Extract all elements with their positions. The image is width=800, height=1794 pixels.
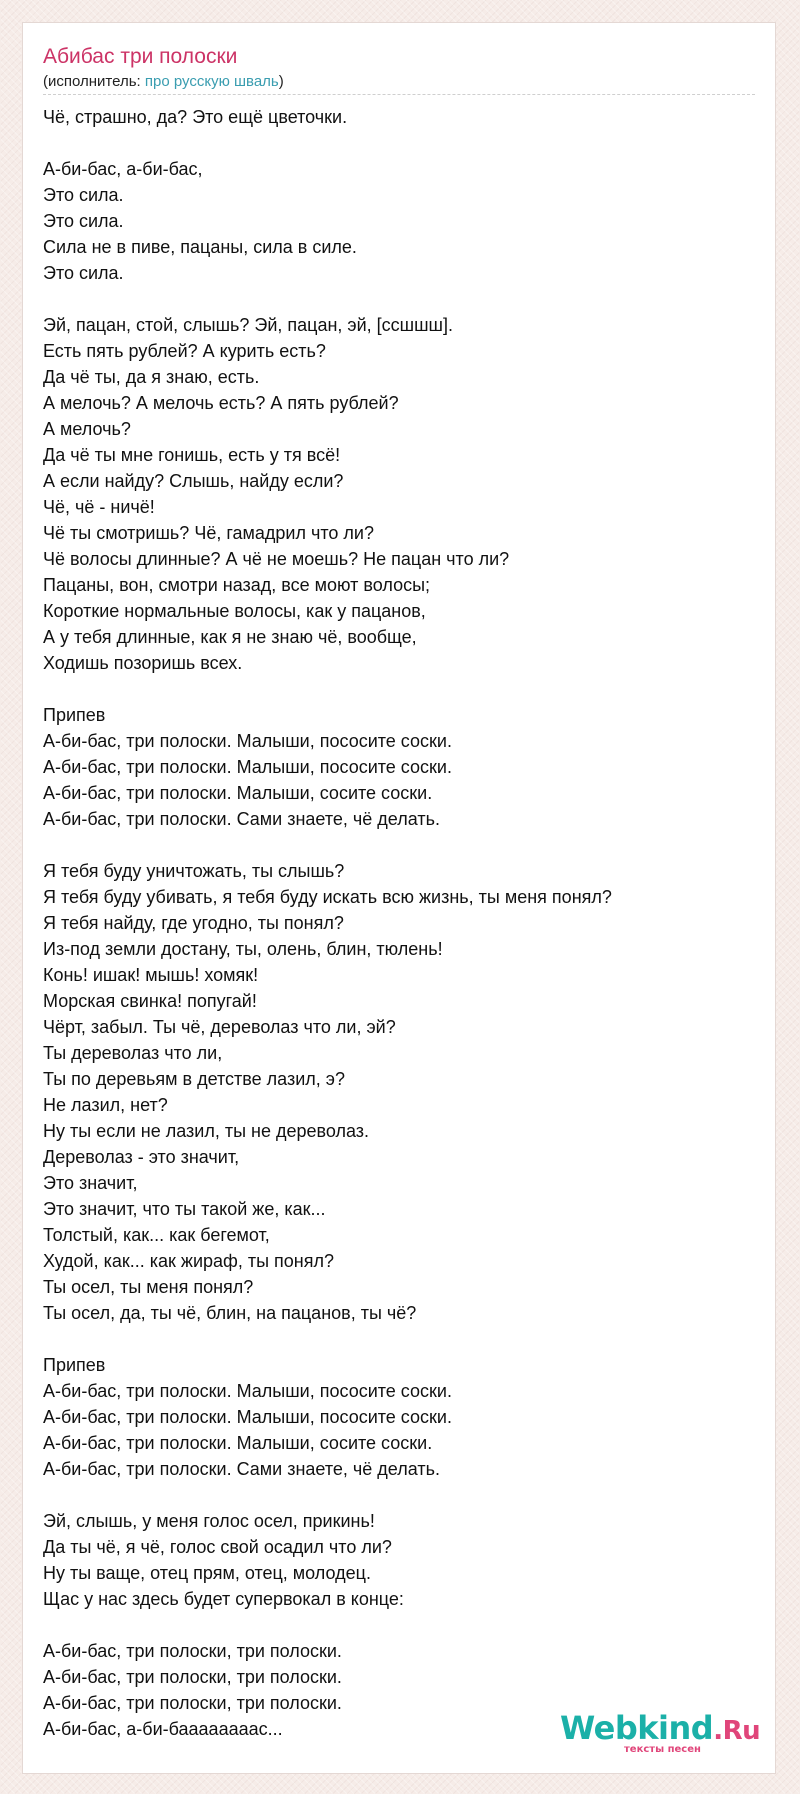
- lyric-line: Чёрт, забыл. Ты чё, дереволаз что ли, эй?: [43, 1017, 396, 1037]
- lyric-line: Чё ты смотришь? Чё, гамадрил что ли?: [43, 523, 374, 543]
- lyric-line: Эй, слышь, у меня голос осел, прикинь!: [43, 1511, 375, 1531]
- lyric-line: Да ты чё, я чё, голос свой осадил что ли?: [43, 1537, 392, 1557]
- lyric-line: Да чё ты, да я знаю, есть.: [43, 367, 260, 387]
- artist-link[interactable]: про русскую шваль: [144, 73, 279, 90]
- lyric-line: А если найду? Слышь, найду если?: [43, 471, 344, 491]
- lyric-line: А-би-бас, три полоски. Малыши, сосите соски.: [43, 1433, 433, 1453]
- lyrics-stanza: [43, 312, 758, 676]
- logo-main-text: Webkind: [560, 1709, 714, 1747]
- lyric-line: Это сила.: [43, 211, 124, 231]
- lyric-line: А-би-бас, три полоски. Малыши, сосите соски.: [43, 783, 433, 803]
- lyric-line: Припев: [43, 1355, 106, 1375]
- lyric-line: А-би-бас, три полоски. Малыши, пососите соски.: [43, 1381, 452, 1401]
- lyric-line: Чё волосы длинные? А чё не моешь? Не пацан что ли?: [43, 549, 510, 569]
- lyric-line: Морская свинка! попугай!: [43, 991, 257, 1011]
- lyric-line: Не лазил, нет?: [43, 1095, 168, 1115]
- lyric-line: Это сила.: [43, 263, 124, 283]
- lyrics-stanza: [43, 1508, 758, 1612]
- lyric-line: Ты осел, да, ты чё, блин, на пацанов, ты чё?: [43, 1303, 417, 1323]
- lyric-line: Это сила.: [43, 185, 124, 205]
- lyric-line: А-би-бас, три полоски. Сами знаете, чё делать.: [43, 809, 440, 829]
- lyric-line: Конь! ишак! мышь! хомяк!: [43, 965, 259, 985]
- lyric-line: Чё, страшно, да? Это ещё цветочки.: [43, 107, 348, 127]
- artist-line: [43, 73, 284, 91]
- lyrics-stanza: [43, 858, 758, 1326]
- lyric-line: А-би-бас, три полоски, три полоски.: [43, 1641, 342, 1661]
- lyric-line: А-би-бас, три полоски. Малыши, пососите соски.: [43, 1407, 452, 1427]
- lyrics-stanza: [43, 104, 758, 130]
- lyric-line: Ты дереволаз что ли,: [43, 1043, 223, 1063]
- lyric-line: А мелочь?: [43, 419, 131, 439]
- lyric-line: Я тебя найду, где угодно, ты понял?: [43, 913, 344, 933]
- lyric-line: А-би-бас, три полоски. Малыши, пососите соски.: [43, 731, 452, 751]
- lyric-line: Сила не в пиве, пацаны, сила в силе.: [43, 237, 357, 257]
- lyric-line: Короткие нормальные волосы, как у пацанов,: [43, 601, 426, 621]
- logo-tld: .Ru: [713, 1716, 761, 1746]
- lyric-line: Худой, как... как жираф, ты понял?: [43, 1251, 334, 1271]
- lyric-line: А мелочь? А мелочь есть? А пять рублей?: [43, 393, 399, 413]
- lyric-line: Эй, пацан, стой, слышь? Эй, пацан, эй, [ссшшш].: [43, 315, 453, 335]
- lyric-line: А-би-бас, три полоски. Малыши, пососите соски.: [43, 757, 452, 777]
- lyric-line: Припев: [43, 705, 106, 725]
- lyrics-body: [43, 104, 761, 1768]
- artist-prefix: (исполнитель:: [43, 73, 145, 90]
- lyrics-stanza: [43, 1352, 758, 1482]
- content-card: [22, 22, 776, 1774]
- lyric-line: Это значит,: [43, 1173, 138, 1193]
- lyric-line: А-би-бас, три полоски, три полоски.: [43, 1693, 342, 1713]
- lyric-line: Чё, чё - ничё!: [43, 497, 155, 517]
- lyric-line: Есть пять рублей? А курить есть?: [43, 341, 326, 361]
- lyric-line: Пацаны, вон, смотри назад, все моют волосы;: [43, 575, 431, 595]
- lyric-line: А-би-бас, а-би-баааааааас...: [43, 1719, 283, 1739]
- lyric-line: Щас у нас здесь будет супервокал в конце:: [43, 1589, 404, 1609]
- lyric-line: Я тебя буду уничтожать, ты слышь?: [43, 861, 345, 881]
- lyric-line: Ну ты ваще, отец прям, отец, молодец.: [43, 1563, 371, 1583]
- lyric-line: Я тебя буду убивать, я тебя буду искать всю жизнь, ты меня понял?: [43, 887, 612, 907]
- logo-tagline: тексты песен: [624, 1744, 701, 1755]
- lyric-line: Из-под земли достану, ты, олень, блин, тюлень!: [43, 939, 443, 959]
- lyric-line: Это значит, что ты такой же, как...: [43, 1199, 326, 1219]
- lyric-line: А-би-бас, три полоски, три полоски.: [43, 1667, 342, 1687]
- lyric-line: Толстый, как... как бегемот,: [43, 1225, 270, 1245]
- lyric-line: Дереволаз - это значит,: [43, 1147, 240, 1167]
- lyric-line: Ну ты если не лазил, ты не дереволаз.: [43, 1121, 370, 1141]
- lyric-line: А-би-бас, три полоски. Сами знаете, чё делать.: [43, 1459, 440, 1479]
- artist-suffix: ): [278, 73, 284, 90]
- webkind-logo[interactable]: [560, 1710, 780, 1760]
- lyric-line: А-би-бас, а-би-бас,: [43, 159, 203, 179]
- song-title: Абибас три полоски: [43, 45, 238, 68]
- lyrics-stanza: [43, 156, 758, 286]
- lyrics-stanza: [43, 702, 758, 832]
- lyric-line: Да чё ты мне гонишь, есть у тя всё!: [43, 445, 341, 465]
- lyric-line: А у тебя длинные, как я не знаю чё, вообще,: [43, 627, 417, 647]
- title-divider: [43, 94, 755, 95]
- lyric-line: Ты осел, ты меня понял?: [43, 1277, 254, 1297]
- lyric-line: Ходишь позоришь всех.: [43, 653, 243, 673]
- lyric-line: Ты по деревьям в детстве лазил, э?: [43, 1069, 345, 1089]
